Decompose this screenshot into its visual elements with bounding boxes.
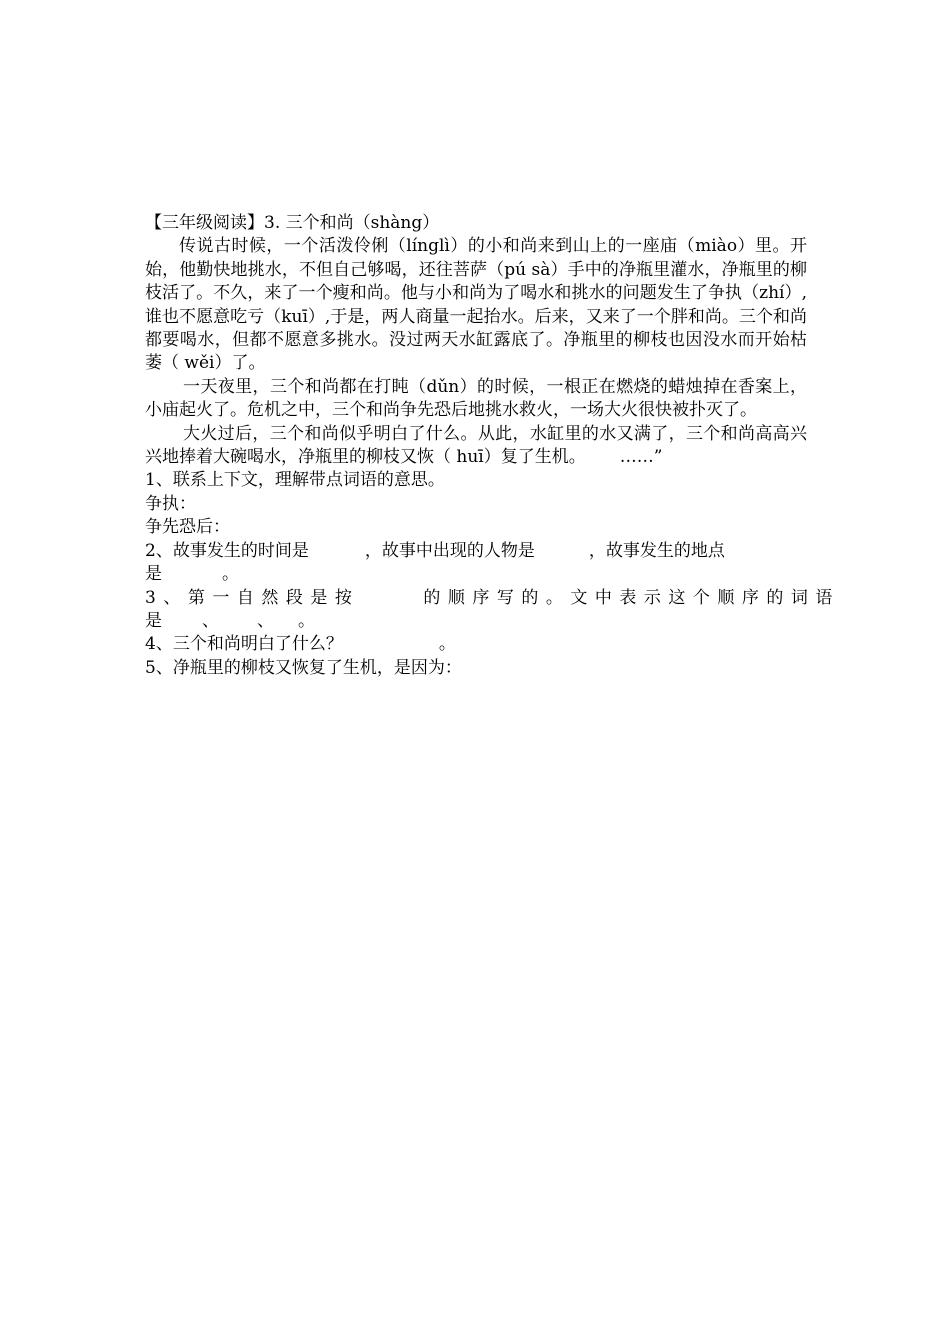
question-3-text-c: 是	[145, 610, 162, 631]
question-3-text-e: 、	[257, 610, 274, 631]
article-title: 【三年级阅读】3. 三个和尚（shàng）	[145, 213, 440, 233]
question-4-text-a: 4、三个和尚明白了什么？	[145, 634, 343, 655]
paragraph-2: 一天夜里，三个和尚都在打盹（dǔn）的时候，一根正在燃烧的蜡烛掉在香案上，小庙起火了。危机之中，三个和尚争先恐后地挑水救火，一场大火很快被扑灭了。	[145, 376, 807, 421]
question-2-line-1	[145, 540, 807, 563]
question-3-line-2	[145, 610, 807, 633]
question-3-text-d: 、	[202, 610, 219, 631]
question-2	[145, 540, 807, 587]
question-2-line-2	[145, 563, 807, 586]
question-1: 1、联系上下文，理解带点词语的意思。	[145, 470, 445, 491]
question-4	[145, 633, 807, 656]
paragraph-ellipsis: ……”	[619, 447, 663, 468]
question-1-item-b: 争先恐后：	[145, 517, 230, 538]
document-page	[145, 212, 840, 680]
paragraph-3-text: 大火过后，三个和尚似乎明白了什么。从此，水缸里的水又满了，三个和尚高高兴兴地捧着大碗喝水，净瓶里的柳枝又恢（ huī）复了生机。	[145, 423, 807, 468]
question-3-text-b: 的顺序写的。文中表示这个顺序的词语	[423, 587, 840, 608]
question-2-text-a: 2、故事发生的时间是	[145, 540, 309, 561]
question-3-text-a: 3、第一自然段是按	[145, 587, 360, 608]
question-4-text-b: 。	[438, 634, 456, 655]
question-2-text-b: ，故事中出现的人物是	[364, 540, 535, 561]
question-5: 5、净瓶里的柳枝又恢复了生机，是因为：	[145, 657, 462, 678]
question-3-text-f: 。	[298, 610, 315, 631]
question-2-text-e: 。	[222, 564, 239, 585]
question-1-item-a: 争执：	[145, 493, 196, 514]
paragraph-1: 传说古时候，一个活泼伶俐（línglì）的小和尚来到山上的一座庙（miào）里。开始，他勤快地挑水，不但自己够喝，还往菩萨（pú sà）手中的净瓶里灌水，净瓶里的柳枝活了。不久，来了一个瘦和尚。他与小和尚为了喝水和挑水的问题发生了争执（zhí）,谁也不愿意吃亏（kuī）,于是，两人商量一起抬水。后来，又来了一个胖和尚。三个和尚都要喝水，但都不愿意多挑水。没过两天水缸露底了。净瓶里的柳枝也因没水而开始枯萎（ wěi）了。	[145, 236, 807, 374]
question-3-line-1	[145, 587, 840, 610]
paragraph-3	[145, 423, 807, 470]
question-3	[145, 587, 840, 634]
question-2-text-d: 是	[145, 564, 162, 585]
question-2-text-c: ，故事发生的地点	[588, 540, 725, 561]
